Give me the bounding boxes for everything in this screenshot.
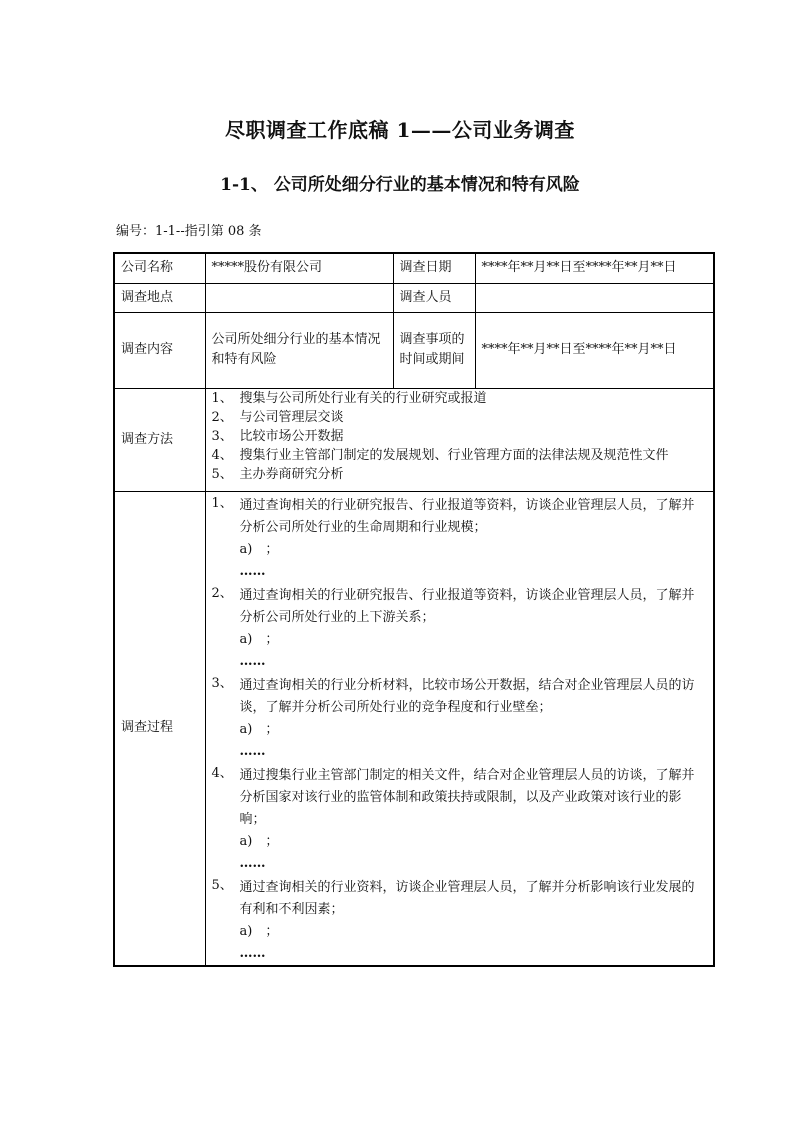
table-row xyxy=(114,253,714,283)
table-row xyxy=(114,283,714,312)
method-item: 2、 与公司管理层交谈 xyxy=(211,409,344,425)
survey-time-value: ****年**月**日至****年**月**日 xyxy=(475,312,714,388)
process-item: 5、 通过查询相关的行业资料，访谈企业管理层人员，了解并分析影响该行业发展的有利和不利因素； a) ； …… xyxy=(211,877,695,961)
survey-staff-value xyxy=(475,283,714,312)
method-label: 调查方法 xyxy=(114,388,205,491)
survey-place-label: 调查地点 xyxy=(114,283,205,312)
method-item: 3、 比较市场公开数据 xyxy=(211,428,344,444)
survey-table xyxy=(113,252,715,967)
table-row xyxy=(114,491,714,966)
company-name-label: 公司名称 xyxy=(114,253,205,283)
method-item: 5、 主办券商研究分析 xyxy=(211,466,344,482)
table-row xyxy=(114,388,714,491)
survey-content-value: 公司所处细分行业的基本情况和特有风险 xyxy=(205,312,393,388)
company-name-value: *****股份有限公司 xyxy=(205,253,393,283)
process-item: 1、 通过查询相关的行业研究报告、行业报道等资料，访谈企业管理层人员，了解并分析公司所处行业的生命周期和行业规模； a) ； …… xyxy=(211,495,695,579)
survey-date-value: ****年**月**日至****年**月**日 xyxy=(475,253,714,283)
table-row xyxy=(114,312,714,388)
process-item: 4、 通过搜集行业主管部门制定的相关文件，结合对企业管理层人员的访谈，了解并分析国家对该行业的监管体制和政策扶持或限制，以及产业政策对该行业的影响； a) ； …… xyxy=(211,765,695,871)
survey-date-label: 调查日期 xyxy=(393,253,475,283)
method-list xyxy=(205,388,714,491)
method-item: 1、 搜集与公司所处行业有关的行业研究或报道 xyxy=(211,390,487,406)
survey-time-label: 调查事项的时间或期间 xyxy=(393,312,475,388)
process-item: 3、 通过查询相关的行业分析材料，比较市场公开数据，结合对企业管理层人员的访谈，了解并分析公司所处行业的竞争程度和行业壁垒； a) ； …… xyxy=(211,675,695,759)
survey-staff-label: 调查人员 xyxy=(393,283,475,312)
process-list xyxy=(205,491,714,966)
survey-content-label: 调查内容 xyxy=(114,312,205,388)
section-subtitle: 1-1、 公司所处细分行业的基本情况和特有风险 xyxy=(220,175,580,195)
survey-place-value xyxy=(205,283,393,312)
process-label: 调查过程 xyxy=(114,491,205,966)
process-item: 2、 通过查询相关的行业研究报告、行业报道等资料，访谈企业管理层人员，了解并分析公司所处行业的上下游关系； a) ； …… xyxy=(211,585,695,669)
document-title: 尽职调查工作底稿 1——公司业务调查 xyxy=(225,118,575,142)
document-code: 编号：1-1--指引第 08 条 xyxy=(116,224,262,239)
method-item: 4、 搜集行业主管部门制定的发展规划、行业管理方面的法律法规及规范性文件 xyxy=(211,447,669,463)
